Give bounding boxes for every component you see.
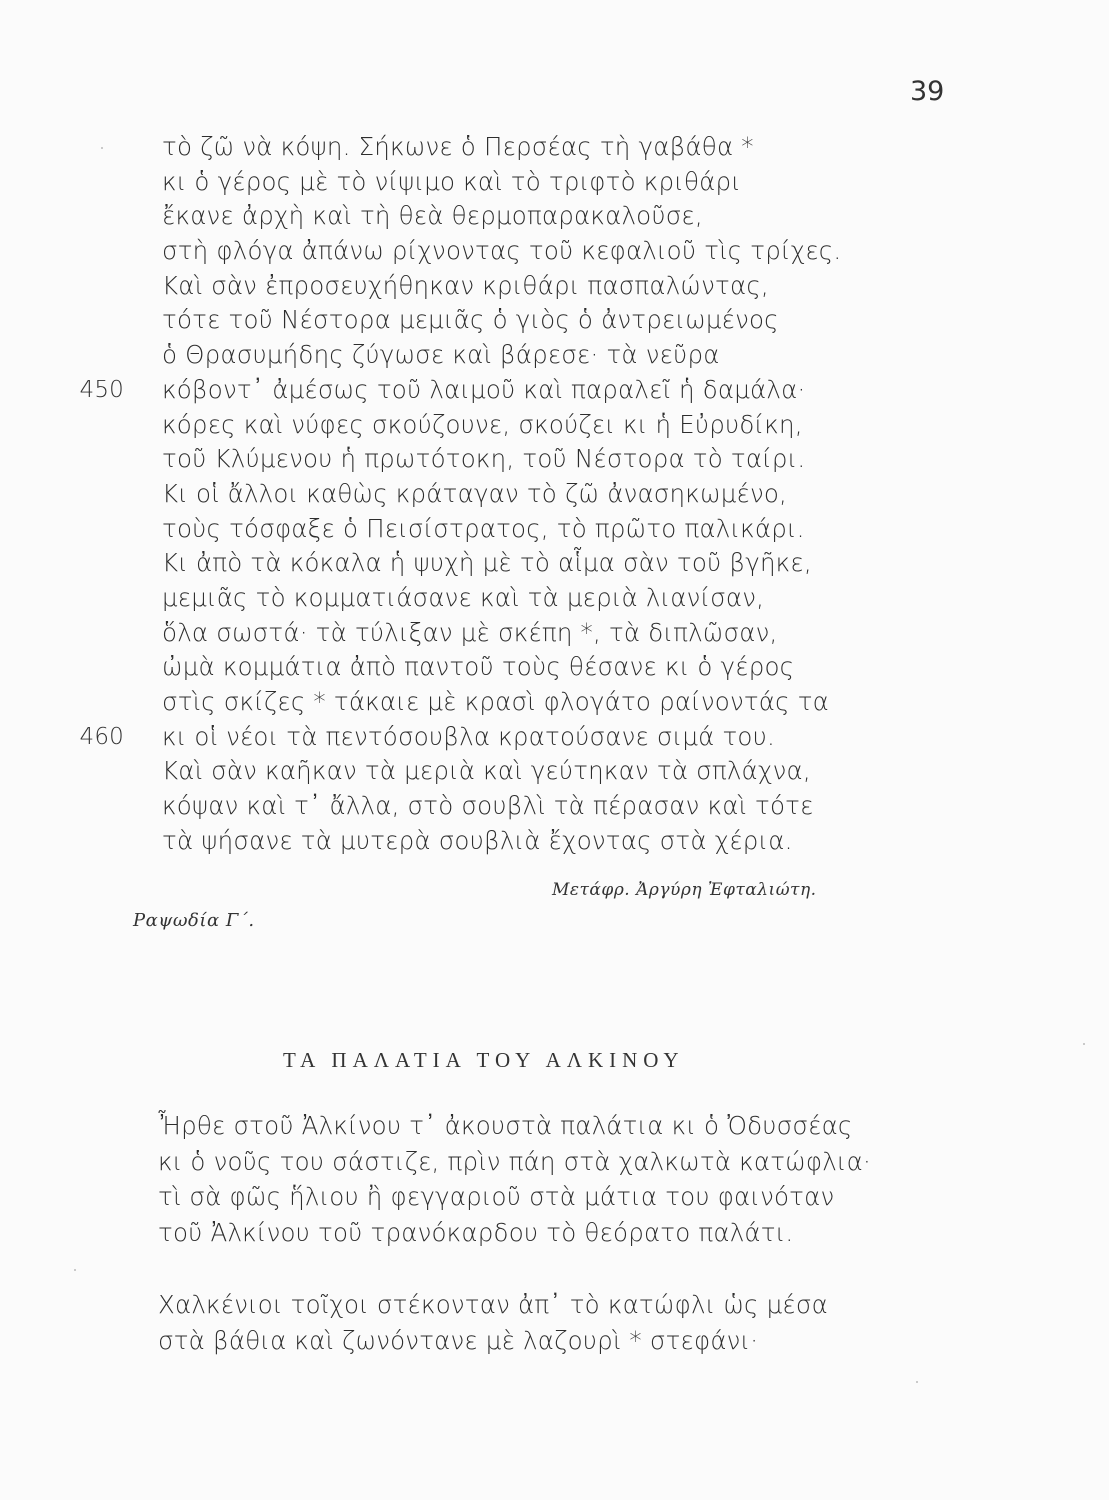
verse-line	[162, 303, 942, 338]
verse-passage	[79, 130, 942, 858]
verse-line	[162, 546, 942, 581]
stanza-second	[158, 1287, 958, 1358]
translator-credit: Μετάφρ. Ἀργύρη Ἐφταλιώτη.	[552, 880, 817, 900]
verse-text: κι ὁ γέρος μὲ τὸ νίψιμο καὶ τὸ τριφτὸ κριθάρι	[162, 166, 741, 196]
verse-line	[162, 234, 942, 269]
verse-line	[162, 824, 942, 859]
line-number: 460	[79, 723, 124, 750]
verse-line	[162, 165, 942, 200]
verse-text: Κι οἱ ἄλλοι καθὼς κράταγαν τὸ ζῶ ἀνασηκωμένο,	[162, 478, 788, 508]
paper-speck	[74, 1269, 76, 1271]
paper-speck	[101, 147, 103, 149]
section-title: ΤΑ ΠΑΛΑΤΙΑ ΤΟΥ ΑΛΚΙΝΟΥ	[283, 1048, 685, 1072]
verse-text: τοὺς τόσφαξε ὁ Πεισίστρατος, τὸ πρῶτο παλικάρι.	[162, 513, 805, 543]
verse-line	[162, 477, 942, 512]
verse-text: κι οἱ νέοι τὰ πεντόσουβλα κρατούσανε σιμά του.	[162, 721, 775, 751]
verse-line	[162, 754, 942, 789]
verse-line	[162, 408, 942, 443]
verse-text: ὅλα σωστά· τὰ τύλιξαν μὲ σκέπη *, τὰ διπλῶσαν,	[162, 617, 778, 647]
verse-line	[162, 581, 942, 616]
stanza-first	[158, 1108, 958, 1250]
verse-line: τὶ σὰ φῶς ἥλιου ἢ φεγγαριοῦ στὰ μάτια του φαινόταν	[158, 1182, 835, 1211]
verse-line	[79, 720, 942, 755]
verse-text: στὴ φλόγα ἀπάνω ρίχνοντας τοῦ κεφαλιοῦ τὶς τρίχες.	[162, 236, 842, 266]
verse-text: Καὶ σὰν ἐπροσευχήθηκαν κριθάρι πασπαλώντας,	[162, 270, 769, 300]
verse-text: στὶς σκίζες * τάκαιε μὲ κρασὶ φλογάτο ραίνοντάς τα	[162, 687, 830, 716]
verse-text: ὠμὰ κομμάτια ἀπὸ παντοῦ τοὺς θέσανε κι ὁ γέρος	[162, 652, 795, 682]
verse-line: τοῦ Ἀλκίνου τοῦ τρανόκαρδου τὸ θεόρατο παλάτι.	[158, 1217, 794, 1247]
verse-line: κι ὁ νοῦς του σάστιζε, πρὶν πάη στὰ χαλκωτὰ κατώφλια·	[158, 1146, 871, 1176]
verse-line	[162, 130, 942, 165]
line-number: 450	[79, 376, 124, 403]
verse-line	[162, 512, 942, 547]
verse-text: τὸ ζῶ νὰ κόψη. Σήκωνε ὁ Περσέας τὴ γαβάθα *	[162, 132, 754, 161]
paper-speck	[1083, 1043, 1085, 1045]
verse-line	[162, 650, 942, 685]
verse-text: ὁ Θρασυμήδης ζύγωσε καὶ βάρεσε· τὰ νεῦρα	[162, 340, 720, 370]
verse-line	[162, 199, 942, 234]
verse-text: Καὶ σὰν καῆκαν τὰ μεριὰ καὶ γεύτηκαν τὰ σπλάχνα,	[162, 756, 811, 786]
verse-text: ἔκανε ἀρχὴ καὶ τὴ θεὰ θερμοπαρακαλοῦσε,	[162, 201, 703, 231]
verse-line: στὰ βάθια καὶ ζωνόντανε μὲ λαζουρὶ * στεφάνι·	[158, 1325, 759, 1355]
verse-text: τοῦ Κλύμενου ἡ πρωτότοκη, τοῦ Νέστορα τὸ ταίρι.	[162, 444, 806, 474]
verse-line	[79, 373, 942, 408]
page-number: 39	[910, 76, 945, 107]
verse-line	[162, 338, 942, 373]
verse-text: μεμιᾶς τὸ κομματιάσανε καὶ τὰ μεριὰ λιανίσαν,	[162, 582, 765, 612]
verse-text: τότε τοῦ Νέστορα μεμιᾶς ὁ γιὸς ὁ ἀντρειωμένος	[162, 305, 779, 335]
verse-line	[162, 616, 942, 651]
verse-line	[162, 685, 942, 720]
verse-text: κόβοντ᾽ ἀμέσως τοῦ λαιμοῦ καὶ παραλεῖ ἡ δαμάλα·	[162, 374, 806, 404]
verse-text: τὰ ψήσανε τὰ μυτερὰ σουβλιὰ ἔχοντας στὰ χέρια.	[162, 825, 793, 855]
verse-line	[162, 269, 942, 304]
paper-speck	[916, 1381, 918, 1383]
verse-line: Ἦρθε στοῦ Ἀλκίνου τ᾽ ἀκουστὰ παλάτια κι ὁ Ὀδυσσέας	[158, 1111, 853, 1140]
verse-line	[162, 442, 942, 477]
verse-text: κόρες καὶ νύφες σκούζουνε, σκούζει κι ἡ Εὐρυδίκη,	[162, 409, 803, 439]
verse-line: Χαλκένιοι τοῖχοι στέκονταν ἀπ᾽ τὸ κατώφλι ὡς μέσα	[158, 1290, 828, 1319]
verse-line	[162, 789, 942, 824]
rhapsody-source: Ραψωδία Γ΄.	[133, 910, 255, 931]
verse-text: Κι ἀπὸ τὰ κόκαλα ἡ ψυχὴ μὲ τὸ αἷμα σὰν τοῦ βγῆκε,	[162, 548, 812, 578]
verse-text: κόψαν καὶ τ᾽ ἄλλα, στὸ σουβλὶ τὰ πέρασαν καὶ τότε	[162, 791, 814, 821]
